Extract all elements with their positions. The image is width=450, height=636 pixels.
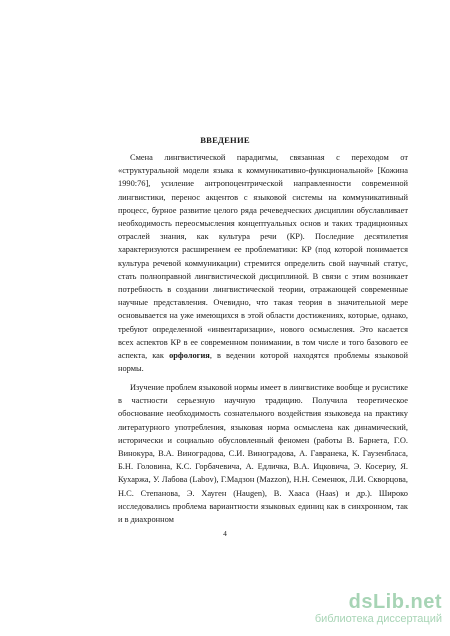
paragraph-1 xyxy=(118,151,408,375)
watermark-logo: dsLib.net xyxy=(348,591,442,613)
paragraph-1-end: , в ведении которой находятся проблемы языковой нормы. xyxy=(118,351,408,374)
paragraph-2-text: Изучение проблем языковой нормы имеет в лингвистике вообще и русистике в частности серьезную научную традицию. Получила теоретическое обоснование необходимость сознательного воздействия языковеда на практику литературного употребления, языковая норма осмыслена как динамический, исторически и социально обусловленный феномен (работы В. Барнета, Г.О. Винокура, В.А. Виноградова, С.И. Виноградова, А. Гавранека, К. Гаузенбласа, Б.Н. Головина, К.С. Горбачевича, А. Едличка, В.А. Ицковича, Э. Косериу, Я. Кухаржа, У. Лабова (Labov), Г.Мадзон (Mazzon), Н.Н. Семенюк, Л.И. Скворцова, Н.С. Степанова, Э. Хауген (Haugen), В. Хааса (Haas) и др.). Широко исследовались проблема вариантности языковых единиц как в синхронном, так и в диахронном xyxy=(118,383,408,525)
watermark-subtitle: библиотека диссертаций xyxy=(314,613,442,625)
paragraph-2 xyxy=(118,381,408,526)
watermark xyxy=(315,591,442,626)
page-number: 4 xyxy=(223,529,227,538)
section-title: ВВЕДЕНИЕ xyxy=(200,135,250,145)
paragraph-1-bold-term: орфология xyxy=(169,351,210,361)
paragraph-1-text: Смена лингвистической парадигмы, связанная с переходом от «структуральной модели языка к коммуникативно-функциональной» [Кожина 1990:76], усиление антропоцентрической направленности современной лингвистики, перенос акцентов с языковой системы на коммуникативный процесс, бурное развитие целого ряда речеведческих дисциплин обуславливает необходимость переосмысления концептуальных основ и таких традиционных отраслей знания, как культура речи (КР). Последние десятилетия характеризуются расширением ее проблематики: КР (под которой понимается культура речевой коммуникации) стремится определить свой научный статус, стать полноправной лингвистической дисциплиной. В связи с этим возникает потребность в создании лингвистической теории, отражающей современные научные представления. Очевидно, что такая теория в значительной мере основывается на уже имеющихся в этой области достижениях, которые, однако, требуют определенной «инвентаризации», нового осмысления. Это касается всех аспектов КР в ее современном понимании, в том числе и того базового ее аспекта, как xyxy=(118,153,408,361)
